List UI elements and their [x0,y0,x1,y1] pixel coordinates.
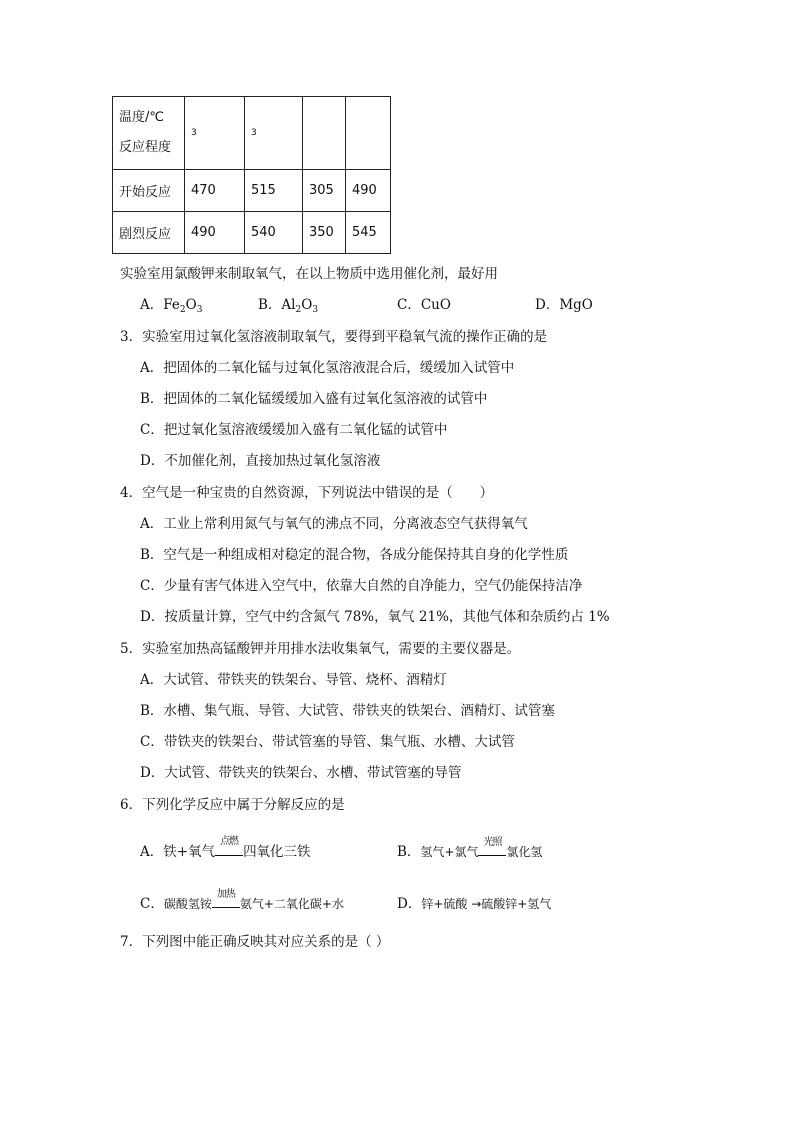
reactants: 碳酸氢铵 [163,897,212,911]
table-row [113,212,391,254]
q2-option-d[interactable]: D．MgO [535,297,593,313]
option-key: B． [397,844,421,860]
q3-option-c[interactable]: C．把过氧化氢溶液缓缓加入盛有二氧化锰的试管中 [140,422,448,438]
reaction-condition: 光照 [483,837,502,848]
formula-subscript: 3 [196,305,203,315]
table-cell: 490 [185,212,245,254]
table-cell: 350 [303,212,346,254]
reaction-arrow [215,836,243,860]
q6-option-b[interactable] [397,837,543,860]
table-row [113,170,391,212]
q5-option-d[interactable]: D．大试管、带铁夹的铁架台、水槽、带试管塞的导管 [140,765,462,781]
q2-option-a[interactable] [140,293,202,315]
q6-option-a[interactable] [140,836,311,860]
q3-stem: 3．实验室用过氧化氢溶液制取氧气，要得到平稳氧气流的操作正确的是 [120,329,548,345]
option-key: A． [140,297,164,313]
header-reaction-degree: 反应程度 [119,140,172,155]
option-key: C． [140,896,164,912]
table-cell: 545 [346,212,391,254]
q5-option-b[interactable]: B．水槽、集气瓶、导管、大试管、带铁夹的铁架台、酒精灯、试管塞 [140,703,555,719]
formula-part: O [185,297,197,313]
formula-subscript: 2 [179,305,186,315]
q4-stem: 4．空气是一种宝贵的自然资源，下列说法中错误的是（ ） [120,485,494,501]
formula-subscript: 2 [295,305,302,315]
table-cell: 540 [245,212,303,254]
products: 氯化氢 [506,845,543,859]
equation: 锌+硫酸 →硫酸锌+氢气 [421,897,552,911]
formula-part: Fe [163,297,180,313]
products: 氨气+二氧化碳+水 [239,897,344,911]
option-key: B． [258,297,282,313]
q6-option-c[interactable] [140,889,344,912]
table-col-label: 3 [245,97,303,170]
q2-option-c[interactable]: C．CuO [397,297,451,313]
q4-option-d[interactable]: D．按质量计算，空气中约含氮气 78%，氧气 21%，其他气体和杂质约占 1% [140,609,610,625]
row-label: 开始反应 [113,170,185,212]
row-label: 剧烈反应 [113,212,185,254]
q7-stem: 7．下列图中能正确反映其对应关系的是（ ） [120,934,390,950]
table-col-label: 3 [185,97,245,170]
table-col-label [303,97,346,170]
q6-stem: 6．下列化学反应中属于分解反应的是 [120,797,345,813]
table-cell: 515 [245,170,303,212]
q5-stem: 5．实验室加热高锰酸钾并用排水法收集氧气，需要的主要仪器是。 [120,641,521,657]
q5-option-a[interactable]: A．大试管、带铁夹的铁架台、导管、烧杯、酒精灯 [140,672,447,688]
products: 四氧化三铁 [243,844,311,860]
q2-stem: 实验室用氯酸钾来制取氧气，在以上物质中选用催化剂，最好用 [120,266,498,282]
table-cell: 305 [303,170,346,212]
reactants: 氢气+氯气 [420,845,479,859]
reaction-arrow [212,889,240,911]
reactants: 铁+氧气 [163,844,216,860]
reaction-condition: 加热 [216,889,235,900]
header-temperature: 温度/℃ [119,110,164,125]
q3-option-d[interactable]: D．不加催化剂，直接加热过氧化氢溶液 [140,453,381,469]
q3-option-a[interactable]: A．把固体的二氧化锰与过氧化氢溶液混合后，缓缓加入试管中 [140,360,515,376]
option-key: A． [140,844,164,860]
q4-option-b[interactable]: B．空气是一种组成相对稳定的混合物，各成分能保持其自身的化学性质 [140,547,569,563]
table-col-label [346,97,391,170]
q4-option-a[interactable]: A．工业上常利用氮气与氧气的沸点不同，分离液态空气获得氧气 [140,516,528,532]
option-key: D． [397,896,422,912]
reaction-condition: 点燃 [220,836,239,847]
q2-option-b[interactable] [258,293,318,315]
table-cell: 470 [185,170,245,212]
data-table [112,96,391,254]
reaction-arrow [478,837,506,859]
table-header-cell [113,97,185,170]
formula-part: O [301,297,313,313]
table-cell: 490 [346,170,391,212]
q3-option-b[interactable]: B．把固体的二氧化锰缓缓加入盛有过氧化氢溶液的试管中 [140,391,488,407]
q5-option-c[interactable]: C．带铁夹的铁架台、带试管塞的导管、集气瓶、水槽、大试管 [140,734,515,750]
q4-option-c[interactable]: C．少量有害气体进入空气中，依靠大自然的自净能力，空气仍能保持洁净 [140,578,583,594]
formula-subscript: 3 [312,305,319,315]
q6-option-d[interactable] [397,892,551,912]
formula-part: Al [281,297,296,313]
